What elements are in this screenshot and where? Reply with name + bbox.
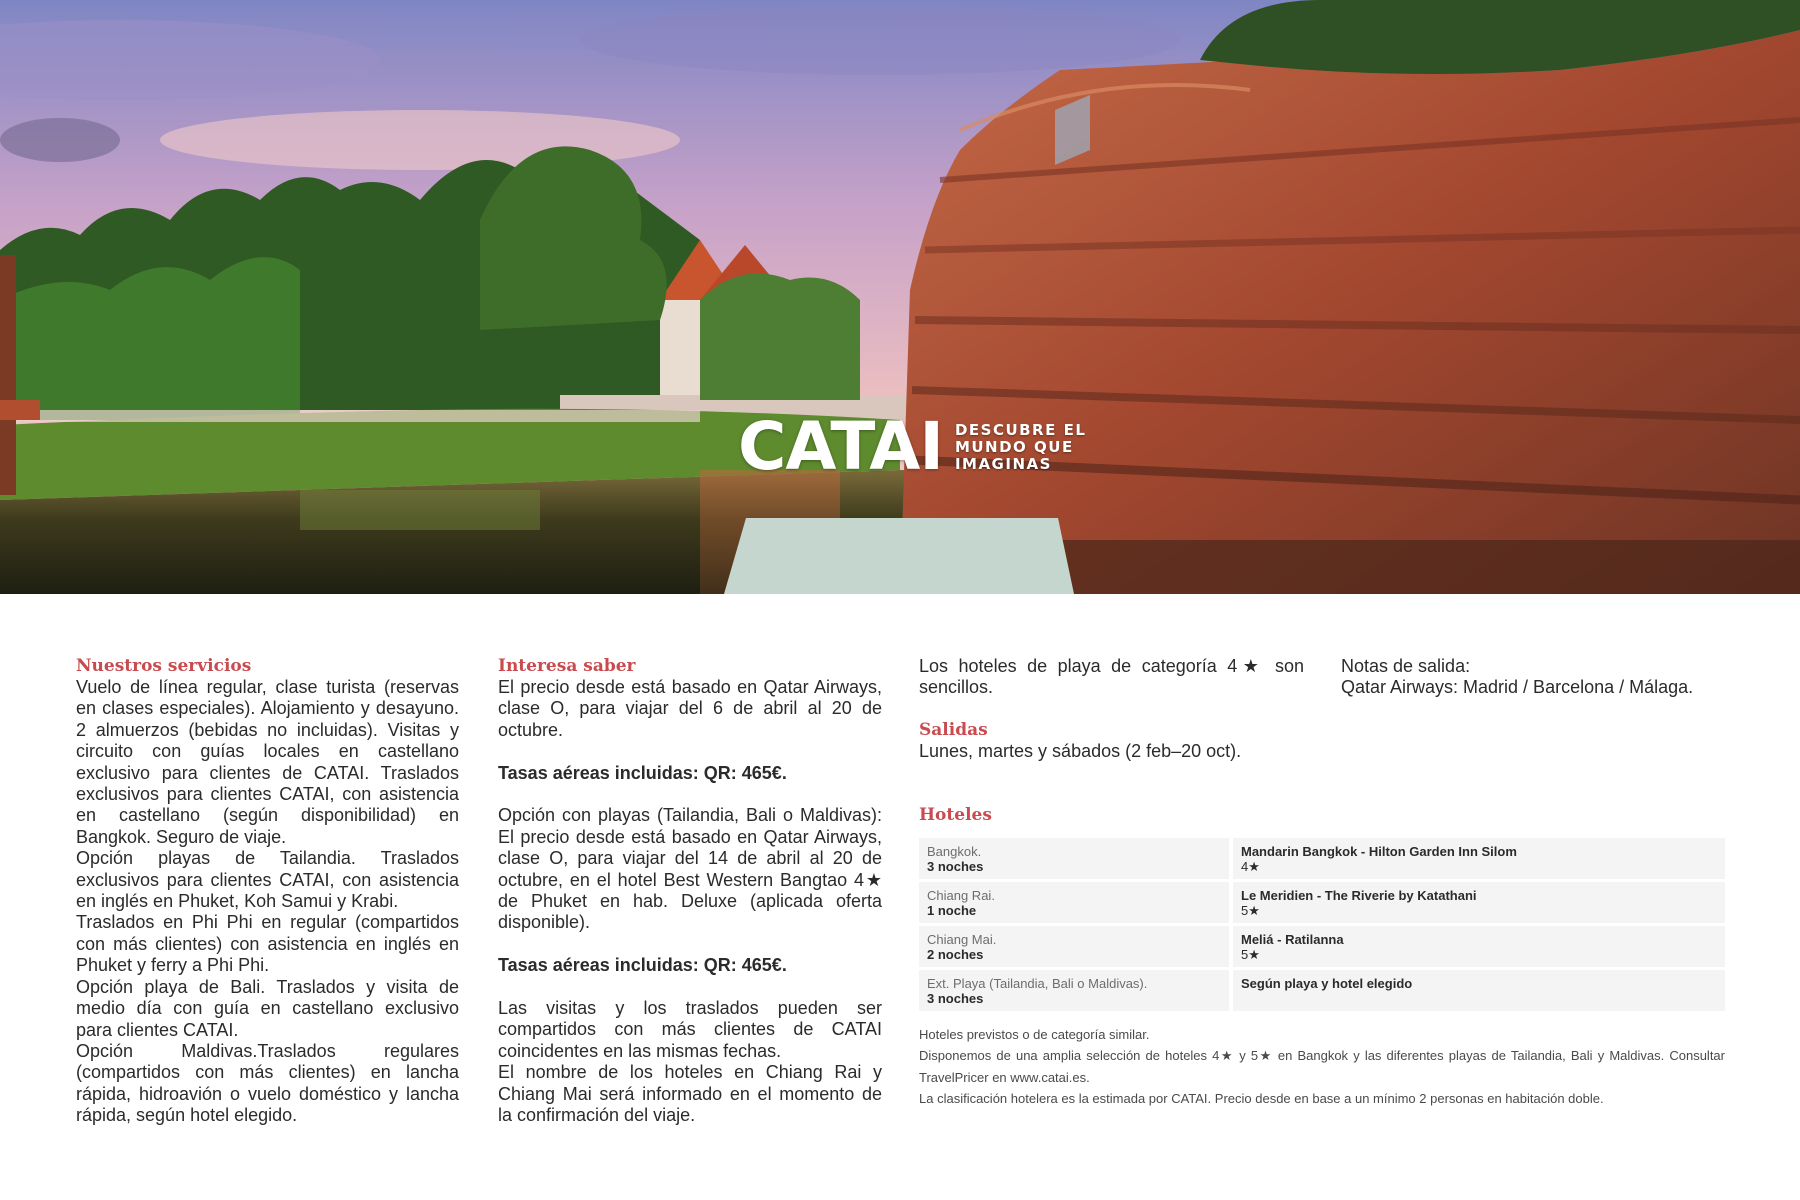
salidas-column xyxy=(919,656,1304,763)
interesa-heading: Interesa saber xyxy=(498,656,636,676)
hero-banner xyxy=(0,0,1800,594)
tasas-line: Tasas aéreas incluidas: QR: 465€. xyxy=(498,762,787,783)
hero-photo xyxy=(0,0,1800,594)
servicios-paragraph: Opción playa de Bali. Traslados y visita de medio día con guía en castellano exclusivo para clientes CATAI. xyxy=(76,976,459,1040)
nights: 3 noches xyxy=(927,991,984,1006)
servicios-column xyxy=(76,656,459,1127)
interesa-column xyxy=(498,656,882,1126)
table-row xyxy=(919,970,1725,1011)
notas-heading: Notas de salida xyxy=(1341,656,1466,676)
city-name: Ext. Playa (Tailandia, Bali o Maldivas). xyxy=(927,976,1148,991)
footnote: Disponemos de una amplia selección de hoteles 4★ y 5★ en Bangkok y las diferentes playas de Tailandia, Bali y Maldivas. Consultar TravelPricer en www.catai.es. xyxy=(919,1048,1725,1085)
nights: 3 noches xyxy=(927,859,984,874)
hotels-table xyxy=(919,838,1725,1014)
table-row xyxy=(919,838,1725,879)
catai-logo xyxy=(738,408,1105,485)
hotel-cell xyxy=(1233,970,1725,1011)
city-cell xyxy=(919,926,1229,967)
hotel-cell xyxy=(1233,926,1725,967)
interesa-paragraph: El precio desde está basado en Qatar Airways, clase O, para viajar del 6 de abril al 20 de octubre. xyxy=(498,677,882,740)
city-name: Chiang Mai. xyxy=(927,932,997,947)
interesa-paragraph: Opción con playas (Tailandia, Bali o Maldivas): El precio desde está basado en Qatar Airways, clase O, para viajar del 14 de abril al 20 de octubre, en el hotel Best Western Bangtao 4★ de Phuket en hab. Deluxe (aplicada oferta disponible). xyxy=(498,805,882,933)
notas-text: Qatar Airways: Madrid / Barcelona / Málaga. xyxy=(1341,677,1694,698)
servicios-paragraph: Opción Maldivas.Traslados regulares (compartidos con más clientes) en lancha rápida, hidroavión o vuelo doméstico y lancha rápida, según hotel elegido. xyxy=(76,1040,459,1126)
hotel-cell xyxy=(1233,838,1725,879)
interesa-paragraph: Las visitas y los traslados pueden ser compartidos con más clientes de CATAI coincidentes en las mismas fechas. xyxy=(498,998,882,1061)
hotel-stars: 5★ xyxy=(1241,947,1260,962)
interesa-paragraph: El nombre de los hoteles en Chiang Rai y Chiang Mai será informado en el momento de la confirmación del viaje. xyxy=(498,1062,882,1126)
hotel-footnotes xyxy=(919,1024,1725,1109)
salidas-heading: Salidas xyxy=(919,720,988,741)
city-cell xyxy=(919,882,1229,923)
hotel-stars: 5★ xyxy=(1241,903,1260,918)
hotel-name: Le Meridien - The Riverie by Katathani xyxy=(1241,888,1477,903)
hotel-name: Según playa y hotel elegido xyxy=(1241,976,1413,991)
servicios-paragraph: Opción playas de Tailandia. Traslados exclusivos para clientes CATAI, con asistencia en inglés en Phuket, Koh Samui y Krabi. xyxy=(76,848,459,912)
servicios-heading: Nuestros servicios xyxy=(76,656,252,676)
servicios-paragraph: Vuelo de línea regular, clase turista (reservas en clases especiales). Alojamiento y desayuno. 2 almuerzos (bebidas no incluidas). Visitas y circuito con guías locales en castellano exclusivo para clientes de CATAI. Traslados exclusivos para clientes CATAI, con asistencia en castellano (según disponibilidad) en Bangkok. Seguro de viaje. xyxy=(76,677,459,847)
servicios-paragraph: Traslados en Phi Phi en regular (compartidos con más clientes) con asistencia en inglés en Phuket y ferry a Phi Phi. xyxy=(76,912,459,976)
table-row xyxy=(919,926,1725,967)
hotel-name: Mandarin Bangkok - Hilton Garden Inn Silom xyxy=(1241,844,1517,859)
hotel-name: Meliá - Ratilanna xyxy=(1241,932,1344,947)
brand-name: CATAI xyxy=(738,408,943,485)
salidas-text: Lunes, martes y sábados (2 feb–20 oct). xyxy=(919,741,1242,762)
notas-column xyxy=(1341,656,1731,699)
tasas-line: Tasas aéreas incluidas: QR: 465€. xyxy=(498,955,787,976)
footnote: La clasificación hotelera es la estimada por CATAI. Precio desde en base a un mínimo 2 personas en habitación doble. xyxy=(919,1090,1604,1106)
mint-panel xyxy=(724,518,1074,594)
notas-colon: : xyxy=(1465,656,1471,676)
city-cell xyxy=(919,970,1229,1011)
city-name: Chiang Rai. xyxy=(927,888,995,903)
hotel-stars: 4★ xyxy=(1241,859,1260,874)
nights: 1 noche xyxy=(927,903,977,918)
table-row xyxy=(919,882,1725,923)
footnote: Hoteles previstos o de categoría similar. xyxy=(919,1027,1150,1042)
nights: 2 noches xyxy=(927,947,984,962)
beach-hotels-note: Los hoteles de playa de categoría 4★ son sencillos. xyxy=(919,656,1304,698)
hoteles-heading: Hoteles xyxy=(919,805,992,825)
hotel-cell xyxy=(1233,882,1725,923)
brand-tagline: DESCUBRE EL MUNDO QUE IMAGINAS xyxy=(954,420,1087,473)
city-name: Bangkok. xyxy=(927,844,982,859)
city-cell xyxy=(919,838,1229,879)
